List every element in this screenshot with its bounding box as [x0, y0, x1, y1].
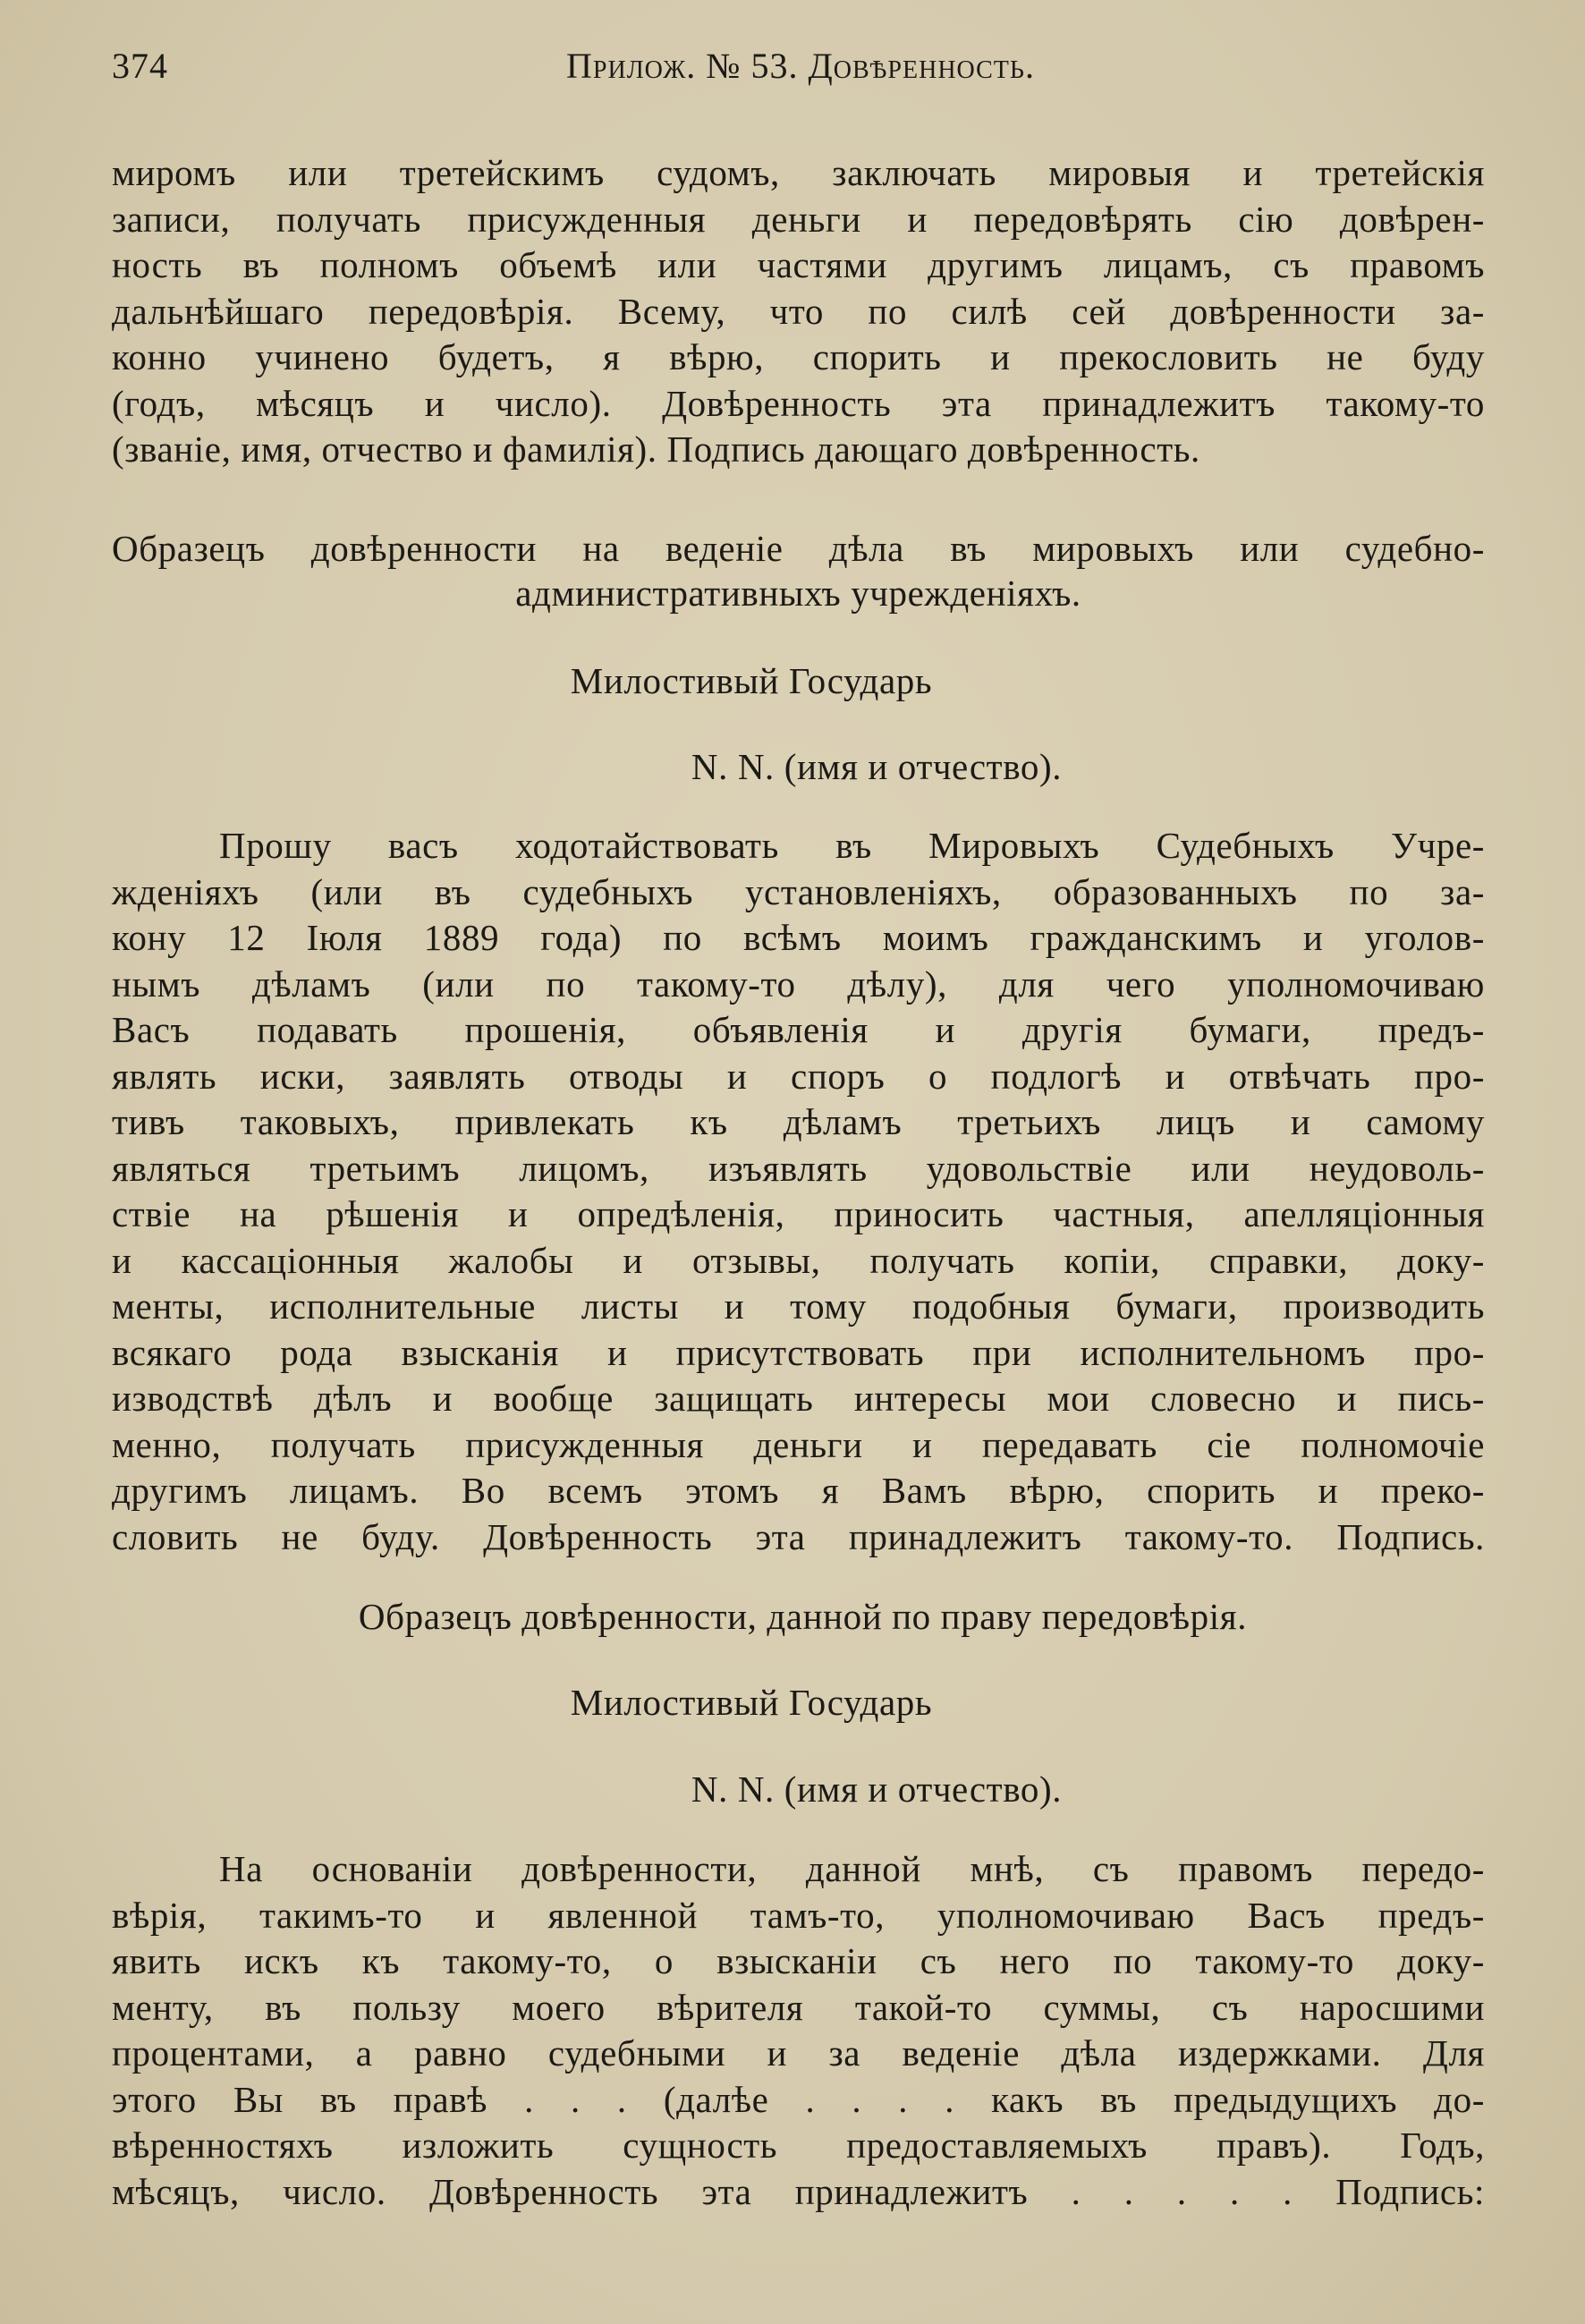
text-line: дальнѣйшаго передовѣрія. Всему, что по силѣ сей довѣренности за- [112, 290, 1485, 332]
text-line: записи, получать присужденныя деньги и передовѣрять сію довѣрен- [112, 198, 1485, 240]
addressee: N. N. (имя и отчество). [691, 746, 1063, 787]
text-line: кону 12 Іюля 1889 года) по всѣмъ моимъ гражданскимъ и уголов- [112, 917, 1485, 958]
page-number: 374 [112, 46, 168, 86]
text-line: (годъ, мѣсяцъ и число). Довѣренность эта принадлежитъ такому-то [112, 382, 1485, 424]
text-line: Васъ подавать прошенія, объявленія и другія бумаги, предъ- [112, 1009, 1485, 1050]
letter-body [112, 823, 1485, 1560]
text-line: явить искъ къ такому-то, о взысканіи съ него по такому-то доку- [112, 1940, 1485, 1981]
addressee: N. N. (имя и отчество). [691, 1768, 1063, 1810]
section-title [112, 526, 1485, 573]
section-title: Образецъ довѣренности, данной по праву передовѣрія. [358, 1596, 1248, 1637]
salutation: Милостивый Государь [570, 1682, 933, 1723]
text-line: нымъ дѣламъ (или по такому-то дѣлу), для чего уполномочиваю [112, 963, 1485, 1005]
section-title-line: административныхъ учрежденіяхъ. [515, 573, 1081, 614]
text-line: всякаго рода взысканія и присутствовать при исполнительномъ про- [112, 1331, 1485, 1373]
text-line: менту, въ пользу моего вѣрителя такой-то суммы, съ наросшими [112, 1986, 1485, 2028]
letter-body [112, 1846, 1485, 2215]
salutation: Милостивый Государь [570, 660, 933, 701]
text-line: другимъ лицамъ. Во всемъ этомъ я Вамъ вѣрю, спорить и преко- [112, 1470, 1485, 1511]
text-line: являться третьимъ лицомъ, изъявлять удовольствіе или неудоволь- [112, 1147, 1485, 1189]
text-line: менно, получать присужденныя деньги и передавать сіе полномочіе [112, 1423, 1485, 1465]
text-line: ность въ полномъ объемѣ или частями другимъ лицамъ, съ правомъ [112, 244, 1485, 285]
text-line: словить не буду. Довѣренность эта принадлежитъ такому-то. Подпись. [112, 1515, 1485, 1557]
page-header [112, 45, 1489, 98]
text-line: жденіяхъ (или въ судебныхъ установленіяхъ, образованныхъ по за- [112, 870, 1485, 912]
text-line: тивъ таковыхъ, привлекать къ дѣламъ третьихъ лицъ и самому [112, 1101, 1485, 1142]
text-line: являть иски, заявлять отводы и споръ о подлогѣ и отвѣчать про- [112, 1055, 1485, 1097]
text-line: конно учинено будетъ, я вѣрю, спорить и прекословить не буду [112, 336, 1485, 377]
text-line: этого Вы въ правѣ . . . (далѣе . . . . какъ въ предыдущихъ до- [112, 2078, 1485, 2120]
text-line: вѣрія, такимъ-то и явленной тамъ-то, уполномочиваю Васъ предъ- [112, 1894, 1485, 1936]
text-line: менты, исполнительные листы и тому подобныя бумаги, производить [112, 1285, 1485, 1327]
text-line: изводствѣ дѣлъ и вообще защищать интересы мои словесно и пись- [112, 1378, 1485, 1419]
text-line: На основаніи довѣренности, данной мнѣ, съ правомъ передо- [219, 1848, 1485, 1889]
text-line: ствіе на рѣшенія и опредѣленія, приносить частныя, апелляціонныя [112, 1193, 1485, 1234]
section-title-line: Образецъ довѣренности на веденіе дѣла въ мировыхъ или судебно- [112, 528, 1485, 569]
text-line: мѣсяцъ, число. Довѣренность эта принадлежитъ . . . . . Подпись: [112, 2170, 1485, 2212]
text-line: Прошу васъ ходотайствовать въ Мировыхъ Судебныхъ Учре- [219, 825, 1485, 866]
section-title-continued [112, 571, 1485, 616]
text-line: вѣренностяхъ изложить сущность предоставляемыхъ правъ). Годъ, [112, 2125, 1485, 2166]
running-head: Прилож. № 53. Довѣренность. [566, 46, 1035, 86]
text-line: процентами, а равно судебными и за веденіе дѣла издержками. Для [112, 2032, 1485, 2074]
text-line: (званіе, имя, отчество и фамилія). Подпись дающаго довѣренность. [112, 428, 1200, 470]
text-line: и кассаціонныя жалобы и отзывы, получать копіи, справки, доку- [112, 1239, 1485, 1281]
text-line: миромъ или третейскимъ судомъ, заключать мировыя и третейскія [112, 152, 1485, 193]
continuation-paragraph [112, 150, 1485, 473]
